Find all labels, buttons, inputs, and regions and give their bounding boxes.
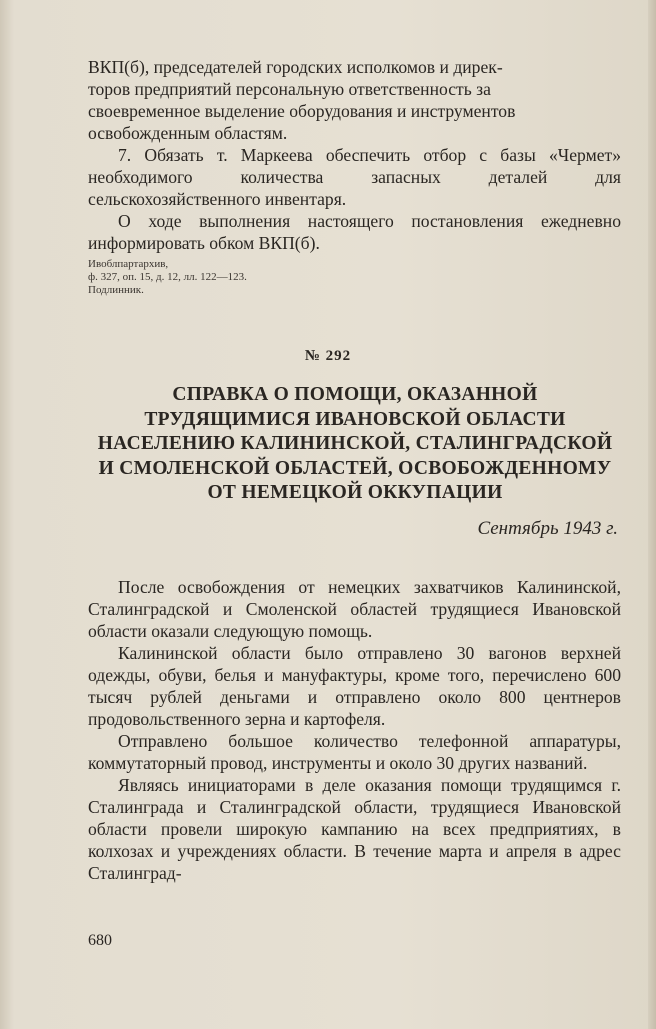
paragraph-1: После освобождения от немецких захватчиков Калининской, Сталинградской и Смоленской областей трудящиеся Ивановской области оказали следующую помощь.	[88, 577, 621, 641]
point-7: 7. Обязать т. Маркеева обеспечить отбор с базы «Чермет» необходимого количества запасных деталей для сельскохозяйственного инвентаря.	[88, 145, 621, 209]
archive-line-1: Ивоблпартархив,	[88, 258, 169, 270]
title-line-5: ОТ НЕМЕЦКОЙ ОККУПАЦИИ	[207, 482, 503, 503]
title-line-2: ТРУДЯЩИМИСЯ ИВАНОВСКОЙ ОБЛАСТИ	[144, 408, 566, 430]
main-text	[88, 576, 621, 884]
document-date: Сентябрь 1943 г.	[477, 518, 618, 539]
continuation-line-2: торов предприятий персональную ответственность за	[88, 79, 491, 99]
continuation-text	[88, 56, 621, 254]
title-line-3: НАСЕЛЕНИЮ КАЛИНИНСКОЙ, СТАЛИНГРАДСКОЙ	[97, 433, 613, 454]
continuation-line-3: своевременное выделение оборудования и инструментов	[88, 101, 516, 121]
page-number: 680	[88, 932, 112, 949]
paragraph-3: Отправлено большое количество телефонной аппаратуры, коммутаторный провод, инструменты и около 30 других названий.	[88, 731, 621, 773]
continuation-line-1: ВКП(б), председателей городских исполкомов и дирек-	[88, 57, 503, 77]
title-line-1: СПРАВКА О ПОМОЩИ, ОКАЗАННОЙ	[172, 384, 538, 405]
title-line-4: И СМОЛЕНСКОЙ ОБЛАСТЕЙ, ОСВОБОЖДЕННОМУ	[98, 457, 612, 479]
archive-line-3: Подлинник.	[88, 284, 144, 296]
document-title	[80, 383, 630, 506]
paragraph-4: Являясь инициаторами в деле оказания помощи трудящимся г. Сталинграда и Сталинградской области, трудящиеся Ивановской области провели широкую кампанию на всех предприятиях, в колхозах и учреждениях области. В течение марта и апреля в адрес Сталинград-	[88, 775, 621, 883]
paragraph-2: Калининской области было отправлено 30 вагонов верхней одежды, обуви, белья и мануфактуры, кроме того, перечислено 600 тысяч рублей деньгами и отправлено около 800 центнеров продовольственного зерна и картофеля.	[88, 643, 621, 729]
archive-line-2: ф. 327, оп. 15, д. 12, лл. 122—123.	[88, 271, 247, 283]
document-number: № 292	[304, 348, 352, 364]
page-edge	[648, 0, 656, 1029]
archive-reference	[88, 258, 247, 297]
report-instruction: О ходе выполнения настоящего постановления ежедневно информировать обком ВКП(б).	[88, 211, 621, 253]
continuation-line-4: освобожденным областям.	[88, 123, 288, 143]
